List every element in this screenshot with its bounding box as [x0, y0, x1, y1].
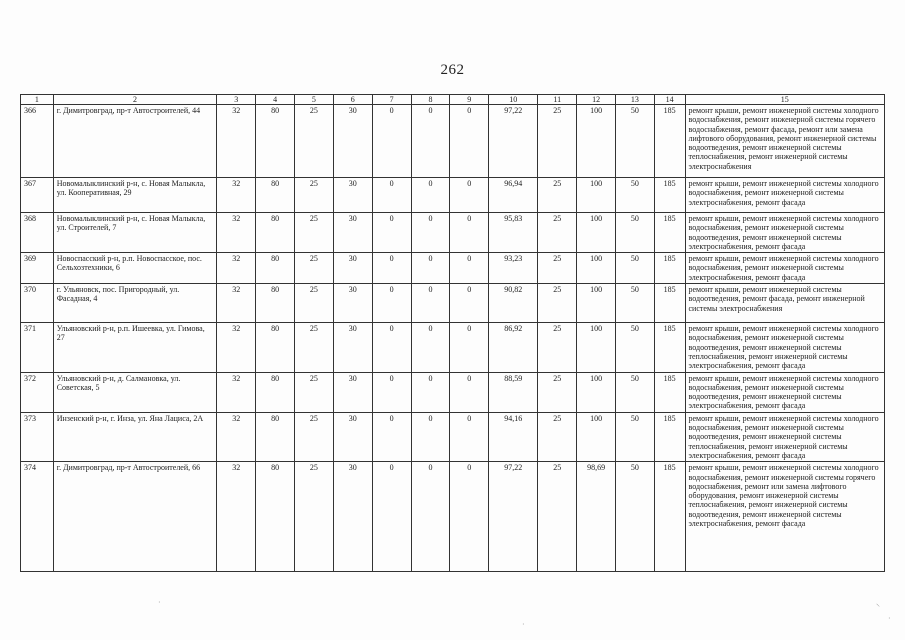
row-value: 0 [450, 323, 489, 372]
row-value: 30 [333, 213, 372, 253]
row-value: 100 [577, 372, 616, 412]
row-value: 100 [577, 412, 616, 461]
row-value: 100 [577, 213, 616, 253]
row-value: 50 [615, 105, 654, 178]
row-works: ремонт крыши, ремонт инженерной системы холодного водоснабжения, ремонт инженерной системы электроснабжения, ремонт фасада [685, 178, 885, 213]
row-value: 185 [654, 462, 685, 572]
row-value: 25 [538, 284, 577, 323]
row-value: 0 [372, 213, 411, 253]
row-value: 25 [538, 178, 577, 213]
row-value: 0 [450, 253, 489, 284]
row-value: 185 [654, 213, 685, 253]
column-header: 4 [256, 95, 295, 105]
row-value: 50 [615, 412, 654, 461]
table-row [21, 323, 885, 372]
row-value: 185 [654, 178, 685, 213]
row-value: 50 [615, 462, 654, 572]
row-value: 0 [411, 372, 450, 412]
row-value: 100 [577, 284, 616, 323]
column-header: 8 [411, 95, 450, 105]
column-header: 5 [295, 95, 334, 105]
row-value: 25 [538, 372, 577, 412]
row-value: 32 [217, 284, 256, 323]
row-works: ремонт крыши, ремонт инженерной системы холодного водоснабжения, ремонт инженерной системы горячего водоснабжения, ремонт фасада, ремонт или замена лифтового оборудования, ремонт инженерной системы водоотведения, ремонт инженерной системы теплоснабжения, ремонт инженерной системы электроснабжения [685, 105, 885, 178]
row-value: 25 [295, 462, 334, 572]
row-value: 0 [450, 213, 489, 253]
row-value: 50 [615, 253, 654, 284]
row-value: 93,23 [489, 253, 538, 284]
column-header: 7 [372, 95, 411, 105]
row-value: 0 [411, 213, 450, 253]
row-value: 88,59 [489, 372, 538, 412]
row-value: 100 [577, 253, 616, 284]
row-value: 80 [256, 105, 295, 178]
row-address: Новоспасский р-н, р.п. Новоспасское, пос. Сельхозтехники, 6 [53, 253, 217, 284]
row-value: 0 [411, 253, 450, 284]
row-value: 0 [450, 462, 489, 572]
row-value: 32 [217, 213, 256, 253]
row-value: 100 [577, 323, 616, 372]
row-value: 185 [654, 372, 685, 412]
row-value: 50 [615, 372, 654, 412]
row-address: г. Ульяновск, пос. Пригородный, ул. Фасадная, 4 [53, 284, 217, 323]
row-works: ремонт крыши, ремонт инженерной системы холодного водоснабжения, ремонт инженерной системы водоотведения, ремонт инженерной системы теплоснабжения, ремонт инженерной системы электроснабжения, ремонт фасада [685, 323, 885, 372]
row-number: 367 [21, 178, 54, 213]
row-value: 30 [333, 462, 372, 572]
row-value: 80 [256, 284, 295, 323]
row-address: Ульяновский р-н, д. Салмановка, ул. Советская, 5 [53, 372, 217, 412]
scan-speck: · [888, 614, 891, 623]
row-value: 185 [654, 105, 685, 178]
row-value: 100 [577, 105, 616, 178]
scan-speck: ⸜ [876, 599, 880, 608]
row-value: 25 [538, 412, 577, 461]
row-value: 32 [217, 253, 256, 284]
row-value: 0 [450, 284, 489, 323]
row-value: 95,83 [489, 213, 538, 253]
row-value: 0 [411, 105, 450, 178]
row-value: 0 [411, 284, 450, 323]
row-value: 80 [256, 372, 295, 412]
row-value: 0 [372, 284, 411, 323]
column-header: 10 [489, 95, 538, 105]
repair-register-table [20, 94, 885, 572]
row-value: 80 [256, 213, 295, 253]
row-value: 30 [333, 372, 372, 412]
row-value: 30 [333, 178, 372, 213]
row-address: Ульяновский р-н, р.п. Ишеевка, ул. Гимова, 27 [53, 323, 217, 372]
column-header: 14 [654, 95, 685, 105]
row-works: ремонт крыши, ремонт инженерной системы холодного водоснабжения, ремонт инженерной системы горячего водоснабжения, ремонт или замена лифтового оборудования, ремонт инженерной системы теплоснабжения, ремонт инженерной системы водоотведения, ремонт инженерной системы электроснабжения, ремонт фасада [685, 462, 885, 572]
row-value: 100 [577, 178, 616, 213]
row-value: 32 [217, 462, 256, 572]
row-value: 30 [333, 323, 372, 372]
row-value: 94,16 [489, 412, 538, 461]
row-value: 185 [654, 412, 685, 461]
column-number-row [21, 95, 885, 105]
row-value: 30 [333, 105, 372, 178]
row-address: Новомалыклинский р-н, с. Новая Малыкла, ул. Кооперативная, 29 [53, 178, 217, 213]
row-value: 98,69 [577, 462, 616, 572]
table-row [21, 105, 885, 178]
row-value: 80 [256, 253, 295, 284]
row-value: 25 [295, 213, 334, 253]
row-value: 96,94 [489, 178, 538, 213]
row-address: Новомалыклинский р-н, с. Новая Малыкла, ул. Строителей, 7 [53, 213, 217, 253]
row-value: 90,82 [489, 284, 538, 323]
row-number: 374 [21, 462, 54, 572]
row-value: 86,92 [489, 323, 538, 372]
row-value: 97,22 [489, 462, 538, 572]
table-row [21, 284, 885, 323]
table-row [21, 178, 885, 213]
row-value: 0 [372, 412, 411, 461]
row-value: 32 [217, 372, 256, 412]
column-header: 12 [577, 95, 616, 105]
row-value: 32 [217, 323, 256, 372]
row-value: 185 [654, 284, 685, 323]
table-row [21, 253, 885, 284]
row-value: 25 [295, 178, 334, 213]
row-value: 0 [372, 323, 411, 372]
row-value: 25 [295, 323, 334, 372]
row-value: 97,22 [489, 105, 538, 178]
row-value: 25 [295, 372, 334, 412]
row-value: 30 [333, 284, 372, 323]
row-number: 371 [21, 323, 54, 372]
row-value: 32 [217, 105, 256, 178]
row-value: 0 [372, 105, 411, 178]
row-value: 0 [450, 105, 489, 178]
row-value: 0 [450, 412, 489, 461]
column-header: 13 [615, 95, 654, 105]
table-row [21, 372, 885, 412]
row-value: 25 [538, 323, 577, 372]
row-value: 0 [450, 372, 489, 412]
page-number: 262 [440, 62, 465, 78]
row-number: 368 [21, 213, 54, 253]
row-value: 32 [217, 412, 256, 461]
row-value: 50 [615, 213, 654, 253]
row-value: 25 [538, 213, 577, 253]
row-value: 32 [217, 178, 256, 213]
row-value: 0 [372, 178, 411, 213]
row-value: 30 [333, 253, 372, 284]
row-address: г. Димитровград, пр-т Автостроителей, 44 [53, 105, 217, 178]
row-works: ремонт крыши, ремонт инженерной системы холодного водоснабжения, ремонт инженерной системы водоотведения, ремонт инженерной системы теплоснабжения, ремонт инженерной системы электроснабжения, ремонт фасада [685, 412, 885, 461]
row-value: 25 [295, 284, 334, 323]
row-value: 25 [295, 253, 334, 284]
row-value: 185 [654, 253, 685, 284]
row-value: 0 [372, 253, 411, 284]
row-number: 370 [21, 284, 54, 323]
row-value: 25 [538, 105, 577, 178]
row-value: 0 [372, 462, 411, 572]
column-header: 1 [21, 95, 54, 105]
row-value: 50 [615, 284, 654, 323]
row-value: 0 [411, 178, 450, 213]
row-value: 0 [411, 323, 450, 372]
row-value: 25 [295, 412, 334, 461]
row-value: 50 [615, 178, 654, 213]
column-header: 9 [450, 95, 489, 105]
column-header: 6 [333, 95, 372, 105]
column-header: 11 [538, 95, 577, 105]
row-number: 372 [21, 372, 54, 412]
column-header: 15 [685, 95, 885, 105]
row-number: 373 [21, 412, 54, 461]
scan-speck: · [158, 598, 161, 607]
row-value: 80 [256, 178, 295, 213]
row-works: ремонт крыши, ремонт инженерной системы водоотведения, ремонт фасада, ремонт инженерной системы электроснабжения [685, 284, 885, 323]
table-row [21, 412, 885, 461]
row-value: 30 [333, 412, 372, 461]
row-value: 185 [654, 323, 685, 372]
row-value: 80 [256, 462, 295, 572]
row-value: 0 [372, 372, 411, 412]
row-works: ремонт крыши, ремонт инженерной системы холодного водоснабжения, ремонт инженерной системы электроснабжения, ремонт фасада [685, 253, 885, 284]
row-value: 25 [295, 105, 334, 178]
column-header: 2 [53, 95, 217, 105]
row-value: 0 [411, 412, 450, 461]
row-value: 25 [538, 462, 577, 572]
row-address: г. Димитровград, пр-т Автостроителей, 66 [53, 462, 217, 572]
scan-speck: · [522, 620, 525, 629]
table-row [21, 462, 885, 572]
row-address: Инзенский р-н, г. Инза, ул. Яна Лациса, 2А [53, 412, 217, 461]
row-value: 80 [256, 412, 295, 461]
row-works: ремонт крыши, ремонт инженерной системы холодного водоснабжения, ремонт инженерной системы водоотведения, ремонт инженерной системы электроснабжения, ремонт фасада [685, 213, 885, 253]
row-value: 50 [615, 323, 654, 372]
column-header: 3 [217, 95, 256, 105]
table-row [21, 213, 885, 253]
row-value: 0 [450, 178, 489, 213]
row-number: 369 [21, 253, 54, 284]
row-value: 0 [411, 462, 450, 572]
row-number: 366 [21, 105, 54, 178]
row-value: 80 [256, 323, 295, 372]
row-value: 25 [538, 253, 577, 284]
row-works: ремонт крыши, ремонт инженерной системы холодного водоснабжения, ремонт инженерной системы водоотведения, ремонт инженерной системы электроснабжения, ремонт фасада [685, 372, 885, 412]
